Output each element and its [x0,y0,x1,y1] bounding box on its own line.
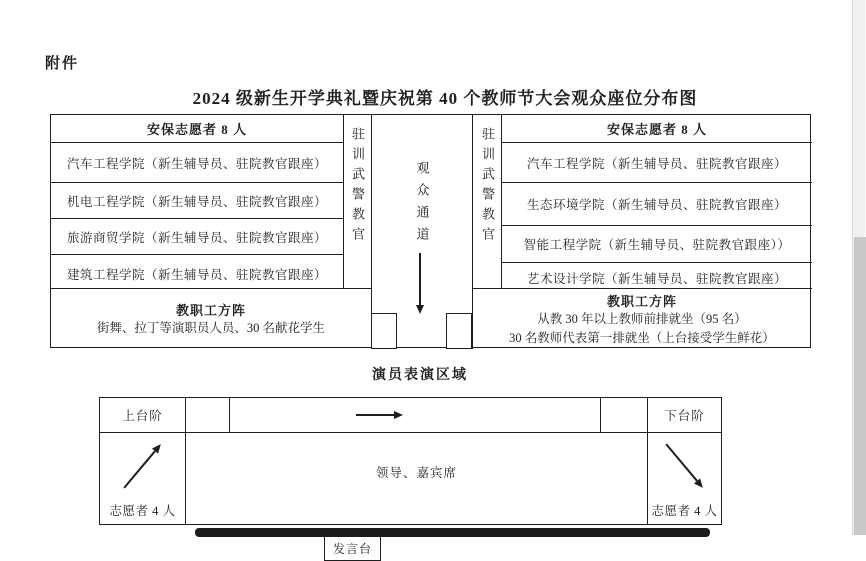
left-volunteer-label: 志愿者 4 人 [109,503,176,518]
right-step-box [446,313,472,349]
right-faculty-line: 从教 30 年以上教师前排就坐（95 名） [537,312,747,327]
right-volunteer-label: 志愿者 4 人 [651,503,718,518]
right-guard-column [474,115,502,288]
right-college-row: 艺术设计学院（新生辅导员、驻院教官跟座） [526,271,787,286]
stage-top-row [100,398,721,433]
left-college-row: 旅游商贸学院（新生辅导员、驻院教官跟座） [51,219,343,255]
stage-flow-cell [230,398,601,432]
right-college-row: 汽车工程学院（新生辅导员、驻院教官跟座） [502,143,812,183]
aisle-label: 观众通道 [414,161,430,249]
right-faculty-block [472,288,812,349]
left-guard-label: 驻训武警教官 [350,127,365,247]
left-section-table [51,115,343,292]
vip-label: 领导、嘉宾席 [375,465,457,480]
right-faculty-title: 教职工方阵 [606,294,677,310]
left-faculty-line: 街舞、拉丁等演职员人员、30 名献花学生 [96,321,326,336]
seating-diagram [50,114,811,348]
volunteer-up-arrow-icon [121,441,164,490]
spacer-cell [601,398,648,432]
right-security-header: 安保志愿者 8 人 [502,115,812,143]
left-college-row: 机电工程学院（新生辅导员、驻院教官跟座） [51,183,343,219]
right-college-row: 智能工程学院（新生辅导员、驻院教官跟座）） [502,226,812,263]
stage-table [99,397,722,556]
scrollbar-track[interactable] [852,0,865,535]
right-guard-label: 驻训武警教官 [480,127,495,247]
left-college-row: 汽车工程学院（新生辅导员、驻院教官跟座） [51,143,343,183]
right-volunteer-cell [648,433,721,525]
stage-bottom-row [100,433,721,556]
vip-seating-cell [186,433,648,556]
audience-aisle [401,161,443,249]
stage-direction-arrow-icon [356,411,403,419]
left-guard-column [343,115,371,288]
left-faculty-title: 教职工方阵 [175,303,246,319]
right-faculty-line: 30 名教师代表第一排就坐（上台接受学生鲜花） [509,330,775,345]
left-faculty-block [51,288,371,349]
podium-box: 发言台 [324,536,381,561]
left-volunteer-cell [100,433,186,525]
attachment-label: 附件 [45,56,80,72]
left-college-row: 建筑工程学院（新生辅导员、驻院教官跟座） [66,267,327,282]
left-security-header: 安保志愿者 8 人 [51,115,343,143]
right-college-row: 生态环境学院（新生辅导员、驻院教官跟座） [502,183,812,226]
volunteer-down-arrow-icon [663,441,706,490]
page-title: 2024 级新生开学典礼暨庆祝第 40 个教师节大会观众座位分布图 [192,89,698,108]
stage-front-bar [195,528,710,537]
up-steps-cell: 上台阶 [100,398,186,432]
performer-area-label: 演员表演区域 [372,368,468,383]
right-section-table [502,115,812,292]
down-steps-cell: 下台阶 [664,409,705,423]
spacer-cell [186,398,230,432]
aisle-direction-arrow-icon [416,253,424,314]
scrollbar-thumb[interactable] [854,237,866,535]
left-step-box [371,313,397,349]
